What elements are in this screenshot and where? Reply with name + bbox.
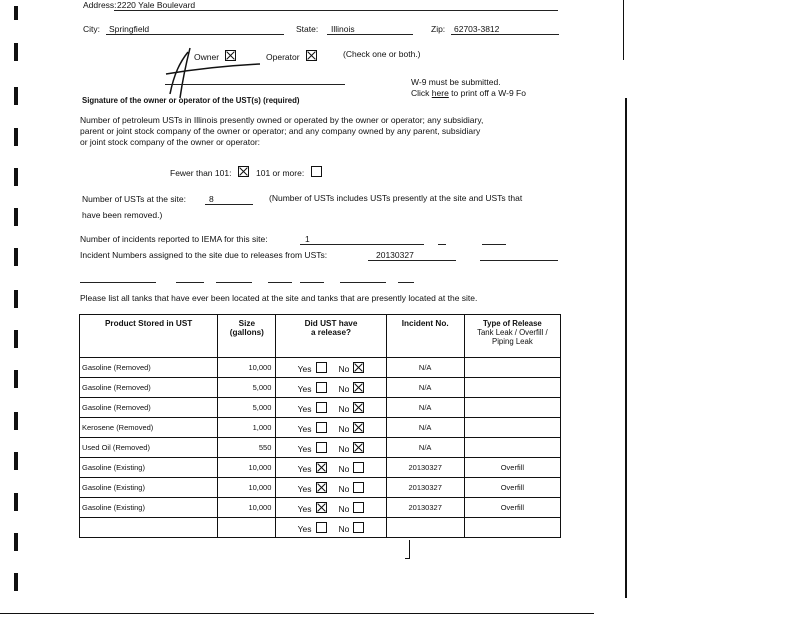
cell-incident <box>386 518 464 538</box>
cell-product: Gasoline (Existing) <box>80 458 218 478</box>
header-incident: Incident No. <box>386 315 464 358</box>
operator-label: Operator <box>266 52 300 62</box>
operator-option[interactable] <box>266 50 317 62</box>
w9-here-link[interactable]: here <box>431 88 449 98</box>
num-usts-value: 8 <box>209 194 214 204</box>
zip-label: Zip: <box>431 24 446 34</box>
cell-release <box>276 518 386 538</box>
cell-incident: 20130327 <box>386 458 464 478</box>
no-label: No <box>338 403 350 414</box>
yes-label: Yes <box>297 443 312 454</box>
no-label: No <box>338 423 350 434</box>
cell-size: 10,000 <box>218 478 276 498</box>
yes-checkbox[interactable] <box>316 382 327 393</box>
incidents-reported-value: 1 <box>305 234 310 244</box>
cell-size: 10,000 <box>218 458 276 478</box>
cell-release-type: Overfill <box>464 498 560 518</box>
fewer-label: Fewer than 101: <box>170 168 232 178</box>
cell-release-type <box>464 378 560 398</box>
w9-suffix: to print off a W-9 Fo <box>448 88 526 98</box>
state-label: State: <box>296 24 319 34</box>
cell-size: 550 <box>218 438 276 458</box>
no-label: No <box>338 443 350 454</box>
cell-release-type <box>464 438 560 458</box>
cell-incident: N/A <box>386 398 464 418</box>
yes-label: Yes <box>297 483 312 494</box>
yes-label: Yes <box>297 383 312 394</box>
cell-size <box>218 518 276 538</box>
cell-release <box>276 478 386 498</box>
cell-release-type <box>464 418 560 438</box>
no-checkbox[interactable] <box>353 482 364 493</box>
w9-prefix: Click <box>411 88 432 98</box>
no-checkbox[interactable] <box>353 402 364 413</box>
yes-checkbox[interactable] <box>316 462 327 473</box>
signature-line <box>165 84 345 85</box>
cell-release-type <box>464 398 560 418</box>
no-checkbox[interactable] <box>353 522 364 533</box>
cell-incident: N/A <box>386 438 464 458</box>
table-row <box>80 358 561 378</box>
incidents-reported-label: Number of incidents reported to IEMA for this site: <box>80 234 268 244</box>
ust-table-body <box>80 358 561 538</box>
cell-incident: 20130327 <box>386 478 464 498</box>
yes-label: Yes <box>297 503 312 514</box>
incident-numbers-value: 20130327 <box>376 250 414 260</box>
cell-release <box>276 358 386 378</box>
header-release <box>276 315 386 358</box>
table-row <box>80 498 561 518</box>
no-label: No <box>338 503 350 514</box>
yes-checkbox[interactable] <box>316 502 327 513</box>
no-checkbox[interactable] <box>353 362 364 373</box>
cell-release <box>276 418 386 438</box>
table-row <box>80 518 561 538</box>
address-label: Address: <box>83 0 117 10</box>
header-type-line-3: Piping Leak <box>492 337 533 346</box>
w9-print-text <box>411 88 526 98</box>
101-or-more-option[interactable] <box>256 166 322 178</box>
petroleum-paragraph-line-3: or joint stock company of the owner or operator: <box>80 137 261 147</box>
yes-checkbox[interactable] <box>316 402 327 413</box>
cell-release <box>276 378 386 398</box>
cell-product: Gasoline (Removed) <box>80 358 218 378</box>
cell-product: Kerosene (Removed) <box>80 418 218 438</box>
cell-release <box>276 498 386 518</box>
yes-checkbox[interactable] <box>316 442 327 453</box>
petroleum-paragraph-line-2: parent or joint stock company of the owner or operator; and any company owned by any parent, subsidiary <box>80 126 481 136</box>
city-label: City: <box>83 24 100 34</box>
address-value: 2220 Yale Boulevard <box>117 0 196 10</box>
table-row <box>80 478 561 498</box>
cell-incident: 20130327 <box>386 498 464 518</box>
header-release-line-1: Did UST have <box>304 319 358 328</box>
incident-numbers-label: Incident Numbers assigned to the site due to releases from USTs: <box>80 250 328 260</box>
table-header-row <box>80 315 561 358</box>
cell-product <box>80 518 218 538</box>
table-row <box>80 398 561 418</box>
state-value: Illinois <box>331 24 355 34</box>
fewer-than-101-option[interactable] <box>170 166 249 178</box>
no-label: No <box>338 463 350 474</box>
header-type <box>464 315 560 358</box>
no-label: No <box>338 383 350 394</box>
cell-incident: N/A <box>386 378 464 398</box>
yes-checkbox[interactable] <box>316 362 327 373</box>
cell-product: Gasoline (Existing) <box>80 478 218 498</box>
table-row <box>80 378 561 398</box>
petroleum-paragraph-line-1: Number of petroleum USTs in Illinois presently owned or operated by the owner or operator; any subsidiary, <box>80 115 484 125</box>
zip-value: 62703-3812 <box>454 24 500 34</box>
cell-size: 5,000 <box>218 398 276 418</box>
tanks-instruction: Please list all tanks that have ever been located at the site and tanks that are presently located at the site. <box>80 293 478 303</box>
more-label: 101 or more: <box>256 168 305 178</box>
more-checkbox[interactable] <box>311 166 322 177</box>
num-usts-label: Number of USTs at the site: <box>82 194 186 204</box>
no-checkbox[interactable] <box>353 422 364 433</box>
table-row <box>80 418 561 438</box>
cell-product: Gasoline (Removed) <box>80 378 218 398</box>
cell-size: 10,000 <box>218 498 276 518</box>
yes-checkbox[interactable] <box>316 482 327 493</box>
table-row <box>80 458 561 478</box>
no-label: No <box>338 363 350 374</box>
w9-required-text: W-9 must be submitted. <box>411 77 501 87</box>
cell-incident: N/A <box>386 358 464 378</box>
cell-product: Gasoline (Existing) <box>80 498 218 518</box>
cell-size: 1,000 <box>218 418 276 438</box>
yes-label: Yes <box>297 463 312 474</box>
no-checkbox[interactable] <box>353 502 364 513</box>
no-checkbox[interactable] <box>353 442 364 453</box>
cell-release <box>276 438 386 458</box>
city-value: Springfield <box>109 24 150 34</box>
num-usts-note-line-1: (Number of USTs includes USTs presently at the site and USTs that <box>269 193 523 203</box>
cell-product: Used Oil (Removed) <box>80 438 218 458</box>
cell-release-type <box>464 518 560 538</box>
num-usts-note-line-2: have been removed.) <box>82 210 163 220</box>
header-size <box>218 315 276 358</box>
table-row <box>80 438 561 458</box>
owner-label: Owner <box>194 52 220 62</box>
header-release-line-2: a release? <box>310 328 352 337</box>
cell-size: 5,000 <box>218 378 276 398</box>
header-type-line-1: Type of Release <box>482 319 542 328</box>
yes-label: Yes <box>297 403 312 414</box>
header-size-line-1: Size <box>238 319 256 328</box>
cell-product: Gasoline (Removed) <box>80 398 218 418</box>
header-type-line-2: Tank Leak / Overfill / <box>477 328 548 337</box>
yes-checkbox[interactable] <box>316 522 327 533</box>
no-label: No <box>338 483 350 494</box>
stray-bracket-mark <box>405 540 410 559</box>
cell-release <box>276 458 386 478</box>
cell-release-type <box>464 358 560 378</box>
fewer-checkbox[interactable] <box>238 166 249 177</box>
cell-release-type: Overfill <box>464 478 560 498</box>
cell-size: 10,000 <box>218 358 276 378</box>
cell-release <box>276 398 386 418</box>
yes-checkbox[interactable] <box>316 422 327 433</box>
no-checkbox[interactable] <box>353 462 364 473</box>
yes-label: Yes <box>297 363 312 374</box>
signature-drawing <box>160 44 270 100</box>
header-size-line-2: (gallons) <box>229 328 264 337</box>
cell-incident: N/A <box>386 418 464 438</box>
no-label: No <box>338 523 350 534</box>
cell-release-type: Overfill <box>464 458 560 478</box>
yes-label: Yes <box>297 523 312 534</box>
header-product: Product Stored in UST <box>80 315 218 358</box>
operator-checkbox[interactable] <box>306 50 317 61</box>
signature-label: Signature of the owner or operator of the UST(s) (required) <box>82 96 300 105</box>
yes-label: Yes <box>297 423 312 434</box>
ust-table <box>79 314 561 538</box>
no-checkbox[interactable] <box>353 382 364 393</box>
role-note: (Check one or both.) <box>343 49 421 59</box>
